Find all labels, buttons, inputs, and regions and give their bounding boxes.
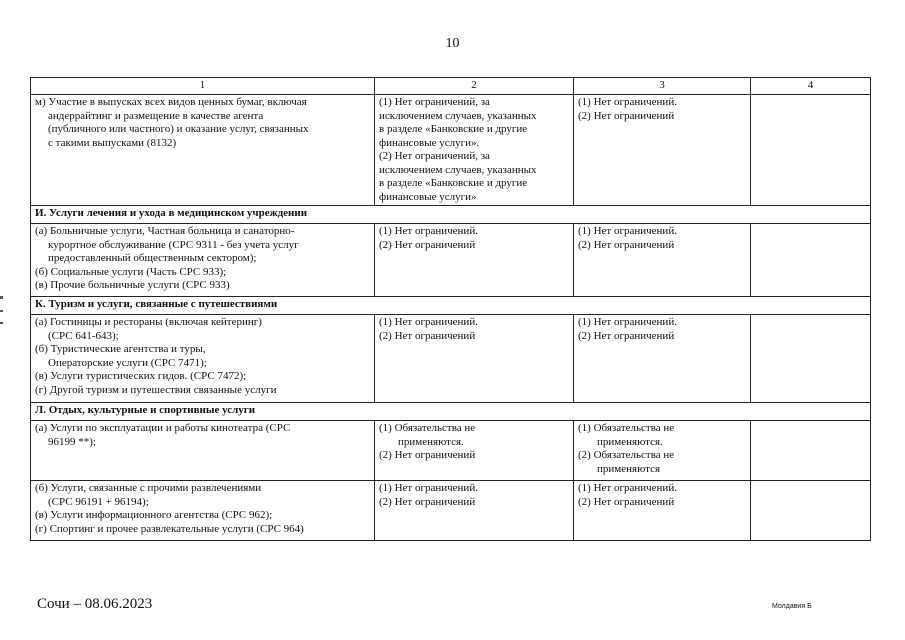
national-treatment-cell: (1) Обязательства не применяются. (2) Обязательства не применяются bbox=[574, 421, 751, 481]
scan-margin-mark bbox=[0, 322, 3, 324]
market-access-cell: (1) Нет ограничений. (2) Нет ограничений bbox=[375, 315, 574, 403]
additional-commitments-cell bbox=[751, 95, 871, 206]
additional-commitments-cell bbox=[751, 481, 871, 541]
market-access-cell: (1) Нет ограничений. (2) Нет ограничений bbox=[375, 224, 574, 297]
national-treatment-cell: (1) Нет ограничений. (2) Нет ограничений bbox=[574, 95, 751, 206]
section-title: К. Туризм и услуги, связанные с путешествиями bbox=[31, 297, 871, 315]
sector-cell: (а) Больничные услуги, Частная больница и санаторно- курортное обслуживание (СРС 9311 - без учета услуг предоставленный общественным сектором); (б) Социальные услуги (Часть СРС 933); (в) Прочие больничные услуги (СРС 933) bbox=[31, 224, 375, 297]
section-heading-row bbox=[31, 403, 871, 421]
sector-cell: (а) Гостиницы и рестораны (включая кейтеринг) (СРС 641-643); (б) Туристические агентства и туры, Операторские услуги (СРС 7471); (в) Услуги туристических гидов. (СРС 7472); (г) Другой туризм и путешествия связанные услуги bbox=[31, 315, 375, 403]
section-title: И. Услуги лечения и ухода в медицинском учреждении bbox=[31, 206, 871, 224]
col-header-2: 2 bbox=[375, 78, 574, 95]
table-row-tourism bbox=[31, 315, 871, 403]
table-row-securities bbox=[31, 95, 871, 206]
additional-commitments-cell bbox=[751, 315, 871, 403]
page-number: 10 bbox=[445, 36, 460, 51]
table-row-entertainment bbox=[31, 481, 871, 541]
section-title: Л. Отдых, культурные и спортивные услуги bbox=[31, 403, 871, 421]
col-header-3: 3 bbox=[574, 78, 751, 95]
scan-margin-mark bbox=[0, 310, 3, 312]
market-access-cell: (1) Обязательства не применяются. (2) Нет ограничений bbox=[375, 421, 574, 481]
section-heading-row bbox=[31, 297, 871, 315]
table-row-hospital bbox=[31, 224, 871, 297]
schedule-table bbox=[30, 77, 871, 541]
footer-place-date: Сочи – 08.06.2023 bbox=[37, 596, 153, 612]
col-header-4: 4 bbox=[751, 78, 871, 95]
national-treatment-cell: (1) Нет ограничений. (2) Нет ограничений bbox=[574, 481, 751, 541]
additional-commitments-cell bbox=[751, 421, 871, 481]
col-header-1: 1 bbox=[31, 78, 375, 95]
sector-cell: (а) Услуги по эксплуатации и работы кинотеатра (СРС 96199 **); bbox=[31, 421, 375, 481]
sector-cell: м) Участие в выпусках всех видов ценных бумаг, включая андеррайтинг и размещение в качестве агента (публичного или частного) и оказание услуг, связанных с такими выпусками (8132) bbox=[31, 95, 375, 206]
sector-cell: (б) Услуги, связанные с прочими развлечениями (СРС 96191 + 96194); (в) Услуги информационного агентства (СРС 962); (г) Спортинг и прочее развлекательные услуги (СРС 964) bbox=[31, 481, 375, 541]
section-heading-row bbox=[31, 206, 871, 224]
market-access-cell: (1) Нет ограничений, за исключением случаев, указанных в разделе «Банковские и другие финансовые услуги». (2) Нет ограничений, за исключением случаев, указанных в разделе «Банковские и другие финансовые услуги» bbox=[375, 95, 574, 206]
national-treatment-cell: (1) Нет ограничений. (2) Нет ограничений bbox=[574, 315, 751, 403]
national-treatment-cell: (1) Нет ограничений. (2) Нет ограничений bbox=[574, 224, 751, 297]
column-number-row bbox=[31, 78, 871, 95]
additional-commitments-cell bbox=[751, 224, 871, 297]
scan-margin-mark bbox=[0, 296, 3, 299]
market-access-cell: (1) Нет ограничений. (2) Нет ограничений bbox=[375, 481, 574, 541]
table-row-cinema bbox=[31, 421, 871, 481]
footer-country-label: Молдавия Б bbox=[772, 603, 812, 610]
